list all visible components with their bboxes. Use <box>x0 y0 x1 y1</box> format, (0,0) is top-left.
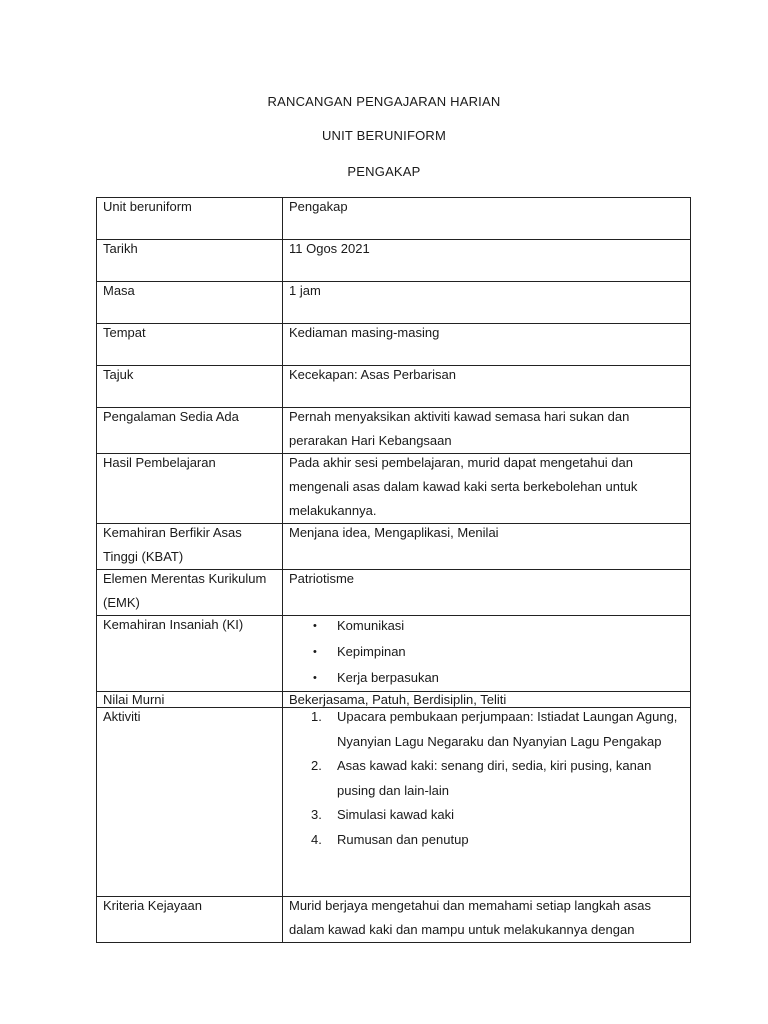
table-row-pengalaman <box>97 408 691 454</box>
list-item <box>289 616 684 640</box>
row-value <box>283 198 691 240</box>
bullet-icon: • <box>313 672 317 684</box>
list-item <box>289 708 684 755</box>
row-label-text: Kemahiran Insaniah (KI) <box>103 617 244 632</box>
row-value <box>283 708 691 897</box>
table-row-unit <box>97 198 691 240</box>
table-row-kriteria <box>97 897 691 943</box>
row-label-text: Nilai Murni <box>103 692 165 707</box>
row-label <box>97 454 283 524</box>
list-item-text: Asas kawad kaki: senang diri, sedia, kiri pusing, kanan pusing dan lain-lain <box>337 758 652 798</box>
row-label <box>97 198 283 240</box>
row-value <box>283 282 691 324</box>
table-row-nilai <box>97 692 691 708</box>
list-item-text: Kerja berpasukan <box>337 670 439 685</box>
row-label <box>97 570 283 616</box>
row-label <box>97 324 283 366</box>
row-label-text: Kemahiran Berfikir Asas Tinggi (KBAT) <box>103 525 242 564</box>
row-label-text: Aktiviti <box>103 709 141 724</box>
table-row-ki <box>97 616 691 692</box>
soft-skills-list <box>289 616 684 692</box>
row-label <box>97 897 283 943</box>
table-row-tempat <box>97 324 691 366</box>
row-value <box>283 240 691 282</box>
row-label-text: Pengalaman Sedia Ada <box>103 409 239 424</box>
row-value-text: Menjana idea, Mengaplikasi, Menilai <box>289 525 499 540</box>
list-item <box>289 665 684 691</box>
row-label <box>97 708 283 897</box>
document-unit-heading: PENGAKAP <box>347 164 421 179</box>
row-label-text: Tempat <box>103 325 146 340</box>
lesson-plan-table <box>96 197 691 943</box>
row-value <box>283 616 691 692</box>
list-item-number: 2. <box>311 758 322 773</box>
row-value-text: Pengakap <box>289 199 348 214</box>
row-value-text: Bekerjasama, Patuh, Berdisiplin, Teliti <box>289 692 507 707</box>
row-value <box>283 408 691 454</box>
row-label-text: Kriteria Kejayaan <box>103 898 202 913</box>
table-row-tarikh <box>97 240 691 282</box>
row-label-text: Tajuk <box>103 367 134 382</box>
row-value-text: Kecekapan: Asas Perbarisan <box>289 367 456 382</box>
document-title: RANCANGAN PENGAJARAN HARIAN <box>267 94 501 109</box>
row-label-text: Elemen Merentas Kurikulum (EMK) <box>103 571 267 610</box>
row-value-text: 11 Ogos 2021 <box>289 241 370 256</box>
list-item <box>289 803 684 828</box>
table-row-emk <box>97 570 691 616</box>
row-label <box>97 524 283 570</box>
bullet-icon: • <box>313 620 317 632</box>
row-value-text: Pada akhir sesi pembelajaran, murid dapat mengetahui dan mengenali asas dalam kawad kaki serta berkebolehan untuk melakukannya. <box>289 455 638 518</box>
list-item-text: Komunikasi <box>337 618 405 633</box>
row-value <box>283 454 691 524</box>
table-row-tajuk <box>97 366 691 408</box>
row-value <box>283 324 691 366</box>
list-item-text: Rumusan dan penutup <box>337 831 469 847</box>
activity-list <box>289 708 684 853</box>
row-label <box>97 692 283 708</box>
row-label <box>97 282 283 324</box>
row-label <box>97 240 283 282</box>
row-value <box>283 692 691 708</box>
list-item <box>289 828 684 853</box>
row-value-text: Kediaman masing-masing <box>289 325 440 340</box>
row-value-text: Pernah menyaksikan aktiviti kawad semasa hari sukan dan perarakan Hari Kebangsaan <box>289 409 630 448</box>
row-value-text: Murid berjaya mengetahui dan memahami setiap langkah asas dalam kawad kaki dan mampu untuk melakukannya dengan <box>289 898 652 937</box>
row-value <box>283 570 691 616</box>
row-label <box>97 616 283 692</box>
list-item-text: Upacara pembukaan perjumpaan: Istiadat Laungan Agung, Nyanyian Lagu Negaraku dan Nyanyian Lagu Pengakap <box>337 709 678 749</box>
document-subtitle: UNIT BERUNIFORM <box>321 128 447 143</box>
row-value-text: 1 jam <box>289 283 321 298</box>
row-value <box>283 524 691 570</box>
list-item <box>289 754 684 803</box>
row-label-text: Tarikh <box>103 241 138 256</box>
row-label-text: Hasil Pembelajaran <box>103 455 216 470</box>
row-label <box>97 366 283 408</box>
list-item-number: 4. <box>311 831 322 847</box>
row-value <box>283 366 691 408</box>
list-item-number: 1. <box>311 709 322 724</box>
row-value <box>283 897 691 943</box>
table-row-aktiviti <box>97 708 691 897</box>
list-item-text: Kepimpinan <box>337 644 406 659</box>
table-row-masa <box>97 282 691 324</box>
list-item <box>289 639 684 665</box>
table-row-hasil <box>97 454 691 524</box>
row-value-text: Patriotisme <box>289 571 355 586</box>
row-label-text: Masa <box>103 283 135 298</box>
row-label-text: Unit beruniform <box>103 199 192 214</box>
table-row-kbat <box>97 524 691 570</box>
bullet-icon: • <box>313 646 317 658</box>
row-label <box>97 408 283 454</box>
list-item-number: 3. <box>311 807 322 822</box>
list-item-text: Simulasi kawad kaki <box>337 807 455 822</box>
